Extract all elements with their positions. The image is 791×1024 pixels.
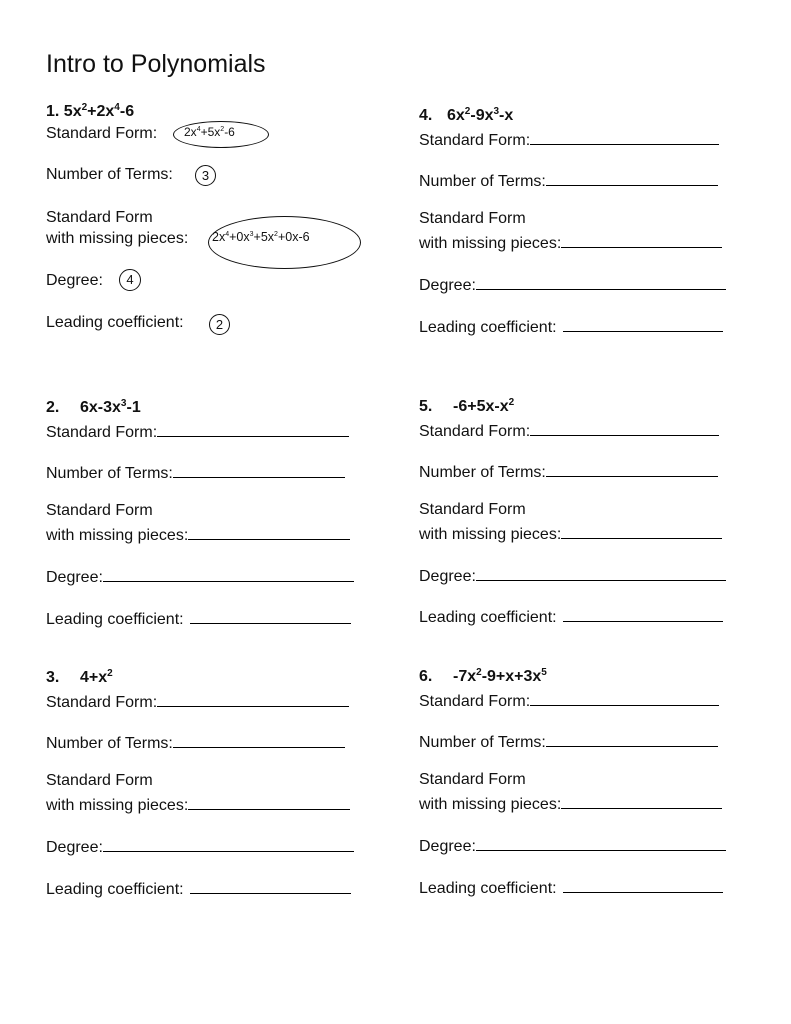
standard-form-missing-line1: Standard Form [46, 772, 153, 789]
leading-coefficient-blank[interactable] [563, 875, 723, 893]
number-of-terms-blank[interactable] [546, 729, 718, 747]
degree-blank[interactable] [103, 834, 354, 852]
standard-form-missing-line1: Standard Form [419, 210, 526, 227]
leading-coefficient-blank[interactable] [190, 876, 351, 894]
problem-heading: 1. $5x^2+2x^4-6$ [46, 102, 135, 120]
leading-coefficient-blank[interactable] [190, 606, 351, 624]
leading-coefficient-row: Leading coefficient: [46, 876, 351, 900]
degree-row: Degree: [46, 564, 354, 588]
problem-heading: 6. $-7x^2-9+x+3x^5$ [419, 667, 547, 685]
standard-form-blank[interactable] [157, 689, 349, 707]
standard-form-blank[interactable] [530, 688, 719, 706]
with-missing-pieces-row: with missing pieces: [419, 521, 722, 545]
problem-heading: 5. $-6+5x-x^2$ [419, 397, 515, 415]
problem-1 [46, 102, 386, 332]
missing-pieces-blank[interactable] [188, 522, 350, 540]
leading-coefficient-row: Leading coefficient: [419, 314, 723, 338]
missing-pieces-blank[interactable] [561, 521, 722, 539]
missing-pieces-blank[interactable] [561, 230, 722, 248]
number-of-terms-row: Number of Terms: [46, 166, 173, 183]
degree-row: Degree: [419, 272, 726, 296]
leading-coefficient-answer: 2 [209, 314, 230, 335]
degree-answer: 4 [119, 269, 141, 291]
standard-form-blank[interactable] [157, 419, 349, 437]
standard-form-missing-line1: Standard Form [419, 771, 526, 788]
standard-form-answer: $2x^4+5x^2-6$ [184, 125, 235, 139]
number-of-terms-blank[interactable] [546, 168, 718, 186]
page-title: Intro to Polynomials [46, 50, 266, 78]
standard-form-blank[interactable] [530, 418, 719, 436]
problem-heading: 3. $4+x^2$ [46, 668, 113, 686]
problem-2 [46, 398, 386, 628]
number-of-terms-answer: 3 [195, 165, 216, 186]
leading-coefficient-blank[interactable] [563, 604, 723, 622]
with-missing-pieces-row: with missing pieces: [419, 791, 722, 815]
leading-coefficient-row: Leading coefficient: [46, 314, 184, 331]
number-of-terms-row: Number of Terms: [419, 459, 718, 483]
standard-form-blank[interactable] [530, 127, 719, 145]
standard-form-row: Standard Form: [419, 688, 719, 712]
standard-form-row: Standard Form: [419, 418, 719, 442]
number-of-terms-row: Number of Terms: [46, 460, 345, 484]
problem-heading: 4. $6x^2-9x^3-x$ [419, 106, 514, 124]
standard-form-row: Standard Form: [46, 419, 349, 443]
standard-form-missing-line1: Standard Form [419, 501, 526, 518]
number-of-terms-row: Number of Terms: [46, 730, 345, 754]
leading-coefficient-blank[interactable] [563, 314, 723, 332]
standard-form-row: Standard Form: [46, 125, 158, 142]
standard-form-row: Standard Form: [419, 127, 719, 151]
leading-coefficient-row: Leading coefficient: [419, 604, 723, 628]
number-of-terms-blank[interactable] [546, 459, 718, 477]
degree-blank[interactable] [476, 833, 726, 851]
degree-blank[interactable] [476, 272, 726, 290]
number-of-terms-row: Number of Terms: [419, 729, 718, 753]
missing-pieces-answer: $2x^4+0x^3+5x^2+0x-6$ [212, 230, 310, 244]
with-missing-pieces-row: with missing pieces: [46, 230, 189, 247]
degree-row: Degree: [46, 272, 103, 289]
degree-blank[interactable] [476, 563, 726, 581]
problem-heading: 2. $6x-3x^3-1$ [46, 398, 141, 416]
with-missing-pieces-row: with missing pieces: [46, 792, 350, 816]
problem-4 [419, 106, 759, 336]
with-missing-pieces-row: with missing pieces: [419, 230, 722, 254]
degree-row: Degree: [46, 834, 354, 858]
leading-coefficient-row: Leading coefficient: [419, 875, 723, 899]
degree-row: Degree: [419, 833, 726, 857]
leading-coefficient-row: Leading coefficient: [46, 606, 351, 630]
with-missing-pieces-row: with missing pieces: [46, 522, 350, 546]
standard-form-missing-line1: Standard Form [46, 209, 153, 226]
problem-6 [419, 667, 759, 897]
problem-5 [419, 397, 759, 626]
standard-form-row: Standard Form: [46, 689, 349, 713]
number-of-terms-row: Number of Terms: [419, 168, 718, 192]
number-of-terms-blank[interactable] [173, 460, 345, 478]
problem-3 [46, 668, 386, 898]
missing-pieces-blank[interactable] [188, 792, 350, 810]
degree-blank[interactable] [103, 564, 354, 582]
number-of-terms-blank[interactable] [173, 730, 345, 748]
standard-form-missing-line1: Standard Form [46, 502, 153, 519]
degree-row: Degree: [419, 563, 726, 587]
missing-pieces-blank[interactable] [561, 791, 722, 809]
